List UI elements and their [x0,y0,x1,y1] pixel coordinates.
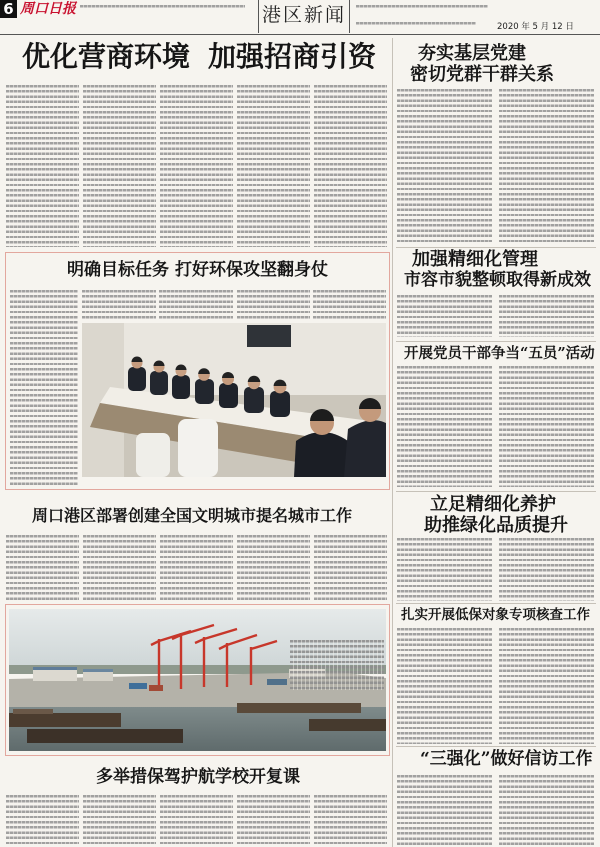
photo-caption [290,640,384,690]
body-column [83,85,156,247]
city-headline-line-2: 市容市貌整顿取得新成效 [404,270,591,290]
greening-body-column [397,538,492,601]
dibao-body-column [499,628,594,744]
party-body-column [499,89,594,245]
greening-headline-line-1: 立足精细化养护 [430,494,556,515]
column-divider [392,38,393,847]
city-body-column [499,295,594,337]
wuyuan-body-column [499,366,594,487]
greening-headline-line-2: 助推绿化品质提升 [424,515,568,536]
city-body-column [397,295,492,337]
body-column [83,535,156,600]
article-divider [396,491,596,492]
school-headline: 多举措保驾护航学校开复课 [96,767,300,787]
body-column [237,795,310,845]
party-headline-line-1: 夯实基层党建 [418,43,526,64]
wuyuan-body-column [397,366,492,487]
body-column [6,535,79,600]
header-info-line [356,5,488,9]
body-column [313,290,386,319]
body-column [83,795,156,845]
newspaper-logo: 周口日报 [20,1,76,17]
body-column [159,290,233,319]
lead-headline-part-b: 加强招商引资 [208,40,377,73]
chair [178,419,218,477]
greening-body-column [499,538,594,601]
body-column [160,85,233,247]
editor-credits [80,5,245,9]
issue-date: 2020 年 5 月 12 日 [497,22,574,32]
chair [136,433,170,477]
body-column [237,535,310,600]
lead-headline [22,42,376,73]
party-body-column [397,89,492,245]
page-number: 6 [0,0,17,18]
party-headline-line-2: 密切党群干群关系 [410,64,554,85]
petition-body-column [397,775,492,845]
body-column [314,535,387,600]
section-title: 港区新闻 [258,0,350,33]
article-divider [396,247,596,248]
body-column [237,290,310,319]
body-column [82,290,156,319]
wuyuan-headline: 开展党员干部争当“五员”活动 [404,345,595,362]
header-rule [0,34,600,35]
body-column [160,795,233,845]
meeting-photo [82,323,386,477]
petition-body-column [499,775,594,845]
dibao-body-column [397,628,492,744]
body-column [314,85,387,247]
body-column [160,535,233,600]
article-divider [396,603,596,604]
body-column [6,85,79,247]
petition-headline: “三强化”做好信访工作 [420,749,593,769]
header-email-line [356,22,476,26]
body-column [6,795,79,845]
article-divider [396,341,596,342]
body-column [314,795,387,845]
civilization-headline: 周口港区部署创建全国文明城市提名城市工作 [32,506,353,525]
body-column [10,290,78,485]
body-column [237,85,310,247]
environment-headline: 明确目标任务 打好环保攻坚翻身仗 [67,260,328,280]
article-divider [396,746,596,747]
dibao-headline: 扎实开展低保对象专项核查工作 [401,607,590,623]
lead-headline-part-a: 优化营商环境 [22,40,191,73]
city-headline-line-1: 加强精细化管理 [412,249,538,270]
